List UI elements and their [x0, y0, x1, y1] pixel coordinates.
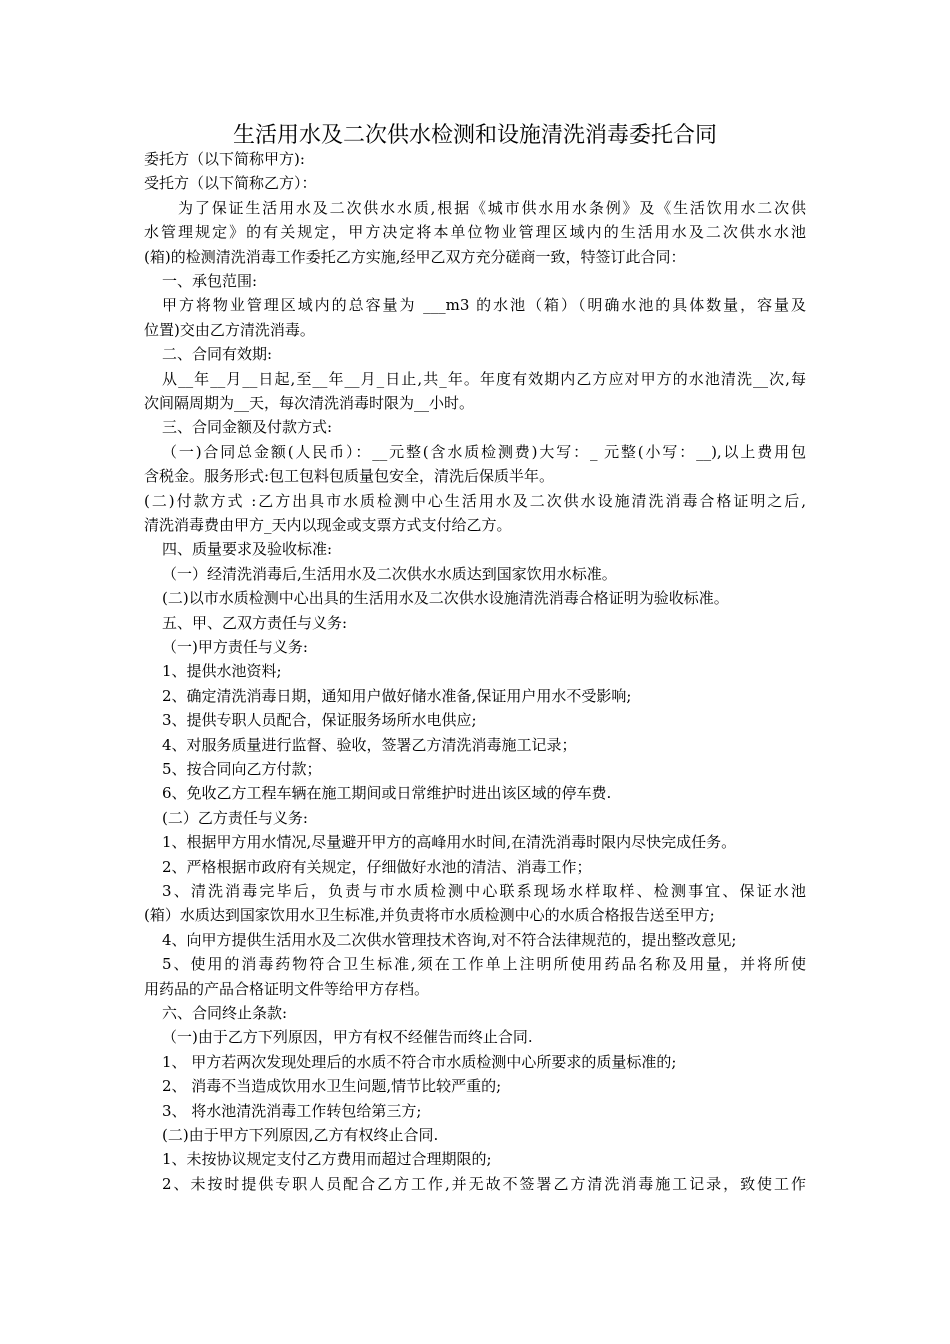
- text-line: 次间隔周期为__天，每次清洗消毒时限为__小时。: [144, 394, 475, 412]
- text-line: 2、严格根据市政府有关规定，仔细做好水池的清洁、消毒工作；: [162, 857, 592, 876]
- text-line: 3、 将水池清洗消毒工作转包给第三方;: [162, 1101, 422, 1120]
- text-line: 四、质量要求及验收标准:: [162, 540, 333, 559]
- text-line: 三、合同金额及付款方式:: [162, 418, 333, 437]
- text-line: 3、提供专职人员配合，保证服务场所水电供应;: [162, 711, 477, 730]
- text-line: （一)由于乙方下列原因，甲方有权不经催告而终止合同.: [162, 1028, 533, 1047]
- text-line: 5、按合同向乙方付款；: [162, 760, 322, 778]
- text-line: 甲方将物业管理区域内的总容量为 ___m3 的水池（箱）（明确水池的具体数量，容量及: [162, 296, 806, 315]
- text-line: （一)甲方责任与义务:: [162, 638, 308, 656]
- text-line: 4、向甲方提供生活用水及二次供水管理技术咨询,对不符合法律规范的，提出整改意见;: [162, 930, 737, 949]
- text-line: 五、甲、乙双方责任与义务:: [162, 613, 348, 632]
- text-line: 2、未按时提供专职人员配合乙方工作,并无故不签署乙方清洗消毒施工记录，致使工作: [162, 1174, 806, 1193]
- text-line: 2、 消毒不当造成饮用水卫生问题,情节比较严重的;: [162, 1077, 502, 1096]
- text-line: (二）乙方责任与义务:: [162, 808, 308, 827]
- text-line: 3、清洗消毒完毕后，负责与市水质检测中心联系现场水样取样、检测事宜、保证水池: [162, 882, 806, 900]
- text-line: 为了保证生活用水及二次供水水质,根据《城市供水用水条例》及《生活饮用水二次供: [178, 198, 806, 217]
- text-line: (二)以市水质检测中心出具的生活用水及二次供水设施清洗消毒合格证明为验收标准。: [162, 589, 729, 608]
- text-line: （一）经清洗消毒后,生活用水及二次供水水质达到国家饮用水标准。: [162, 564, 617, 583]
- text-line: 从__年__月__日起,至__年__月_日止,共_年。年度有效期内乙方应对甲方的水池清洗__次,每: [162, 369, 806, 388]
- text-line: 4、对服务质量进行监督、验收，签署乙方清洗消毒施工记录；: [162, 735, 577, 754]
- text-line: (二)由于甲方下列原因,乙方有权终止合同.: [162, 1126, 439, 1144]
- text-line: (箱）水质达到国家饮用水卫生标准,并负责将市水质检测中心的水质合格报告送至甲方;: [144, 906, 715, 925]
- text-line: 受托方（以下简称乙方）：: [144, 174, 317, 193]
- text-line: （一)合同总金额(人民币）：__元整(含水质检测费)大写：_ 元整(小写：__),以上费用包: [162, 442, 806, 461]
- text-line: 水管理规定》的有关规定，甲方决定将本单位物业管理区域内的生活用水及二次供水水池: [144, 223, 806, 242]
- text-line: 委托方（以下简称甲方):: [144, 150, 305, 168]
- text-line: 2、确定清洗消毒日期，通知用户做好储水准备,保证用户用水不受影响;: [162, 686, 632, 705]
- text-line: 二、合同有效期:: [162, 345, 273, 364]
- text-line: 1、提供水池资料;: [162, 662, 282, 681]
- text-line: 位置)交由乙方清洗消毒。: [144, 320, 315, 339]
- text-line: 5、使用的消毒药物符合卫生标准,须在工作单上注明所使用药品名称及用量，并将所使: [162, 955, 806, 974]
- text-line: 1、未按协议规定支付乙方费用而超过合理期限的;: [162, 1150, 492, 1169]
- text-line: (箱)的检测清洗消毒工作委托乙方实施,经甲乙双方充分磋商一致，特签订此合同：: [144, 247, 686, 266]
- text-line: 1、 甲方若两次发现处理后的水质不符合市水质检测中心所要求的质量标准的;: [162, 1052, 677, 1071]
- text-line: 6、免收乙方工程车辆在施工期间或日常维护时进出该区域的停车费.: [162, 784, 612, 803]
- document-title: 生活用水及二次供水检测和设施清洗消毒委托合同: [232, 123, 717, 148]
- text-line: (二)付款方式 :乙方出具市水质检测中心生活用水及二次供水设施清洗消毒合格证明之后,: [144, 491, 806, 510]
- text-line: 1、根据甲方用水情况,尽量避开甲方的高峰用水时间,在清洗消毒时限内尽快完成任务。: [162, 833, 737, 852]
- text-line: 六、合同终止条款:: [162, 1004, 288, 1022]
- text-line: 清洗消毒费由甲方_天内以现金或支票方式支付给乙方。: [144, 516, 512, 534]
- text-line: 含税金。服务形式:包工包料包质量包安全，清洗后保质半年。: [144, 467, 555, 486]
- text-line: 用药品的产品合格证明文件等给甲方存档。: [144, 979, 430, 998]
- text-line: 一、承包范围:: [162, 272, 258, 290]
